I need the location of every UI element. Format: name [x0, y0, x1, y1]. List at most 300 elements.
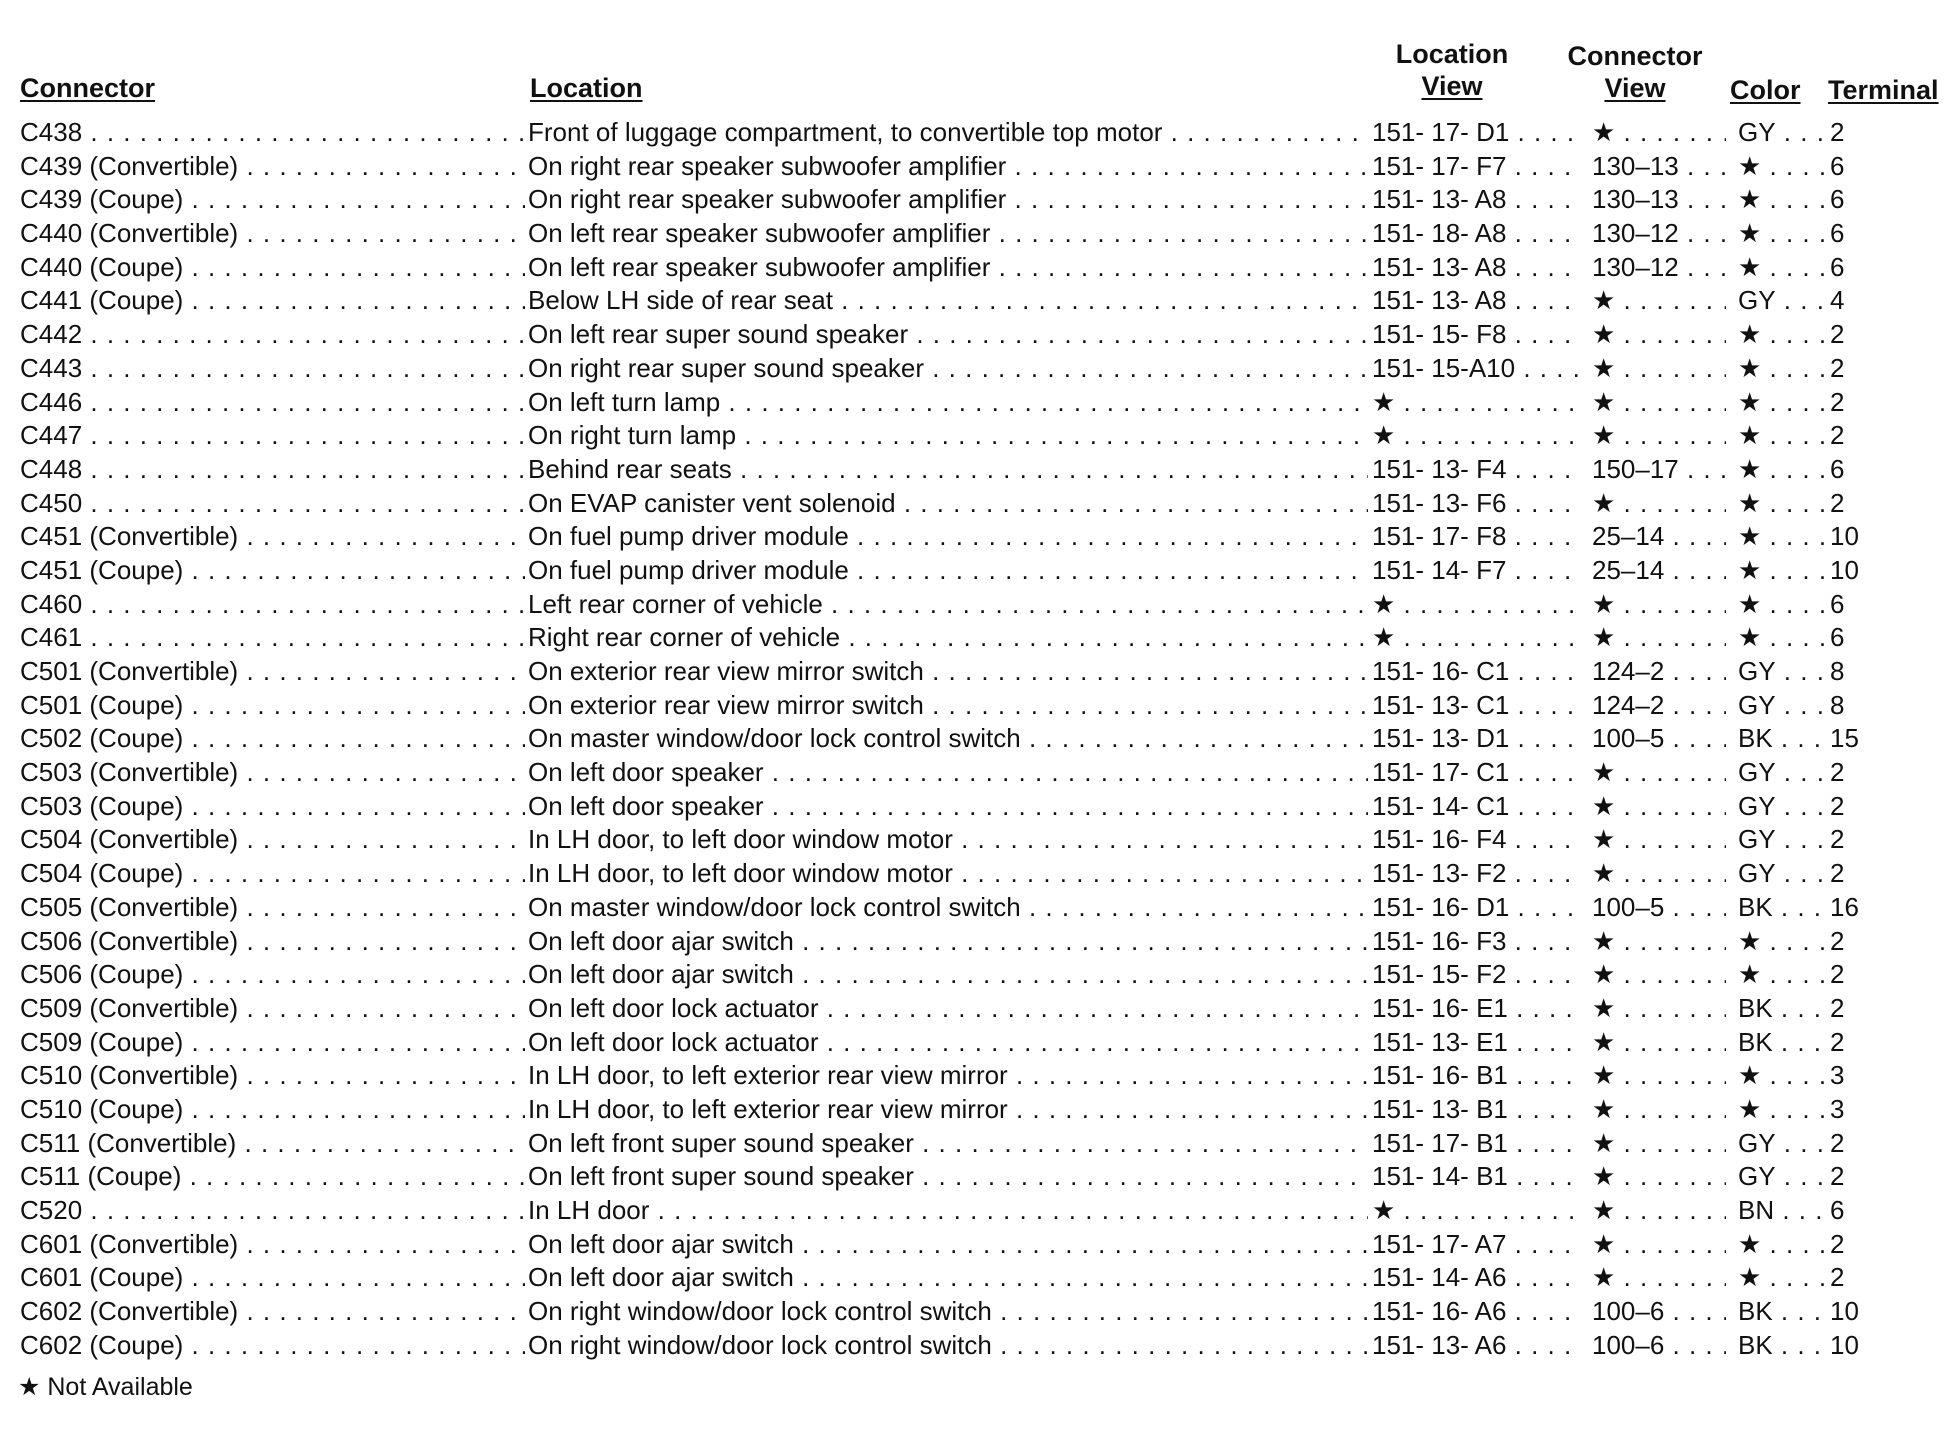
cell-location — [528, 1194, 1368, 1228]
cell-connector-view — [1592, 992, 1726, 1026]
cell-location-view-text: ★ . . . — [1372, 420, 1582, 450]
cell-terminal-text: 2 — [1830, 858, 1845, 889]
cell-terminal-text: 2 — [1830, 1026, 1845, 1057]
cell-connector-view-text: ★ . . . — [1592, 926, 1726, 956]
cell-location-view — [1372, 621, 1582, 655]
cell-location — [528, 554, 1368, 588]
header-connector-view-line1: Connector — [1567, 41, 1703, 71]
cell-connector-text: C446 . . . — [20, 387, 525, 417]
cell-connector-text: C441 (Coupe) . . . — [20, 285, 525, 315]
table-row — [0, 1026, 1958, 1060]
cell-connector-view-text: ★ . . . — [1592, 757, 1726, 787]
cell-connector-text: C503 (Coupe) . . . — [20, 791, 525, 821]
cell-location-view — [1372, 487, 1582, 521]
cell-connector-text: C506 (Coupe) . . . — [20, 959, 525, 989]
cell-location-view — [1372, 284, 1582, 318]
cell-color-text: GY . . . — [1738, 1128, 1830, 1158]
cell-location-view-text: 151- 13- F2 . . . — [1372, 858, 1582, 888]
header-location-view — [1382, 38, 1522, 102]
cell-color-text: GY . . . — [1738, 757, 1830, 787]
header-location-label: Location — [530, 73, 643, 103]
cell-location-view — [1372, 1329, 1582, 1363]
cell-terminal — [1830, 621, 1948, 655]
cell-location-view — [1372, 386, 1582, 420]
cell-connector — [20, 1295, 525, 1329]
cell-terminal — [1830, 823, 1948, 857]
table-row — [0, 756, 1958, 790]
cell-color-text: ★ . . . — [1738, 184, 1830, 214]
cell-location-view — [1372, 925, 1582, 959]
cell-connector-view-text: 124–2 . . . — [1592, 656, 1726, 686]
cell-connector-text: C450 . . . — [20, 488, 525, 518]
header-location-view-line1: Location — [1395, 39, 1509, 69]
cell-location-view-text: 151- 17- B1 . . . — [1372, 1128, 1582, 1158]
cell-location — [528, 318, 1368, 352]
cell-connector — [20, 284, 525, 318]
cell-location-view — [1372, 1026, 1582, 1060]
cell-location-text: On left door lock actuator . . . — [528, 1027, 1368, 1057]
cell-connector-view-text: ★ . . . — [1592, 1229, 1726, 1259]
cell-location-view-text: 151- 14- F7 . . . — [1372, 555, 1582, 585]
table-row — [0, 318, 1958, 352]
cell-connector-view — [1592, 251, 1726, 285]
cell-location-text: On left front super sound speaker . . . — [528, 1128, 1368, 1158]
cell-color — [1738, 453, 1830, 487]
cell-color — [1738, 217, 1830, 251]
cell-location — [528, 520, 1368, 554]
cell-color — [1738, 183, 1830, 217]
cell-color — [1738, 1059, 1830, 1093]
cell-connector-view-text: ★ . . . — [1592, 824, 1726, 854]
cell-color-text: ★ . . . — [1738, 1094, 1830, 1124]
cell-connector-view — [1592, 352, 1726, 386]
cell-location — [528, 1295, 1368, 1329]
cell-terminal — [1830, 318, 1948, 352]
cell-location-text: On left door speaker . . . — [528, 791, 1368, 821]
cell-location-text: On left door ajar switch . . . — [528, 959, 1368, 989]
cell-connector-text: C440 (Convertible) . . . — [20, 218, 525, 248]
table-row — [0, 992, 1958, 1026]
cell-location — [528, 284, 1368, 318]
cell-terminal-text: 2 — [1830, 790, 1845, 821]
cell-location-view — [1372, 756, 1582, 790]
cell-connector-text: C460 . . . — [20, 589, 525, 619]
cell-terminal-text: 4 — [1830, 285, 1845, 316]
cell-color — [1738, 554, 1830, 588]
cell-color — [1738, 116, 1830, 150]
cell-location-text: On left front super sound speaker . . . — [528, 1161, 1368, 1191]
cell-location-view-text: 151- 13- B1 . . . — [1372, 1094, 1582, 1124]
cell-terminal — [1830, 1160, 1948, 1194]
cell-color — [1738, 284, 1830, 318]
cell-location-view — [1372, 1093, 1582, 1127]
table-row — [0, 419, 1958, 453]
cell-location-text: On left door ajar switch . . . — [528, 926, 1368, 956]
table-row — [0, 689, 1958, 723]
cell-location-text: On exterior rear view mirror switch . . . — [528, 656, 1368, 686]
cell-terminal — [1830, 722, 1948, 756]
cell-location — [528, 487, 1368, 521]
cell-terminal — [1830, 251, 1948, 285]
cell-location-text: In LH door, to left exterior rear view mirror . . . — [528, 1094, 1368, 1124]
cell-location-view — [1372, 857, 1582, 891]
cell-color — [1738, 891, 1830, 925]
table-row — [0, 621, 1958, 655]
cell-location-view — [1372, 689, 1582, 723]
cell-color-text: GY . . . — [1738, 690, 1830, 720]
cell-terminal-text: 6 — [1830, 218, 1845, 249]
cell-connector-view — [1592, 857, 1726, 891]
cell-location-view-text: 151- 13- A8 . . . — [1372, 285, 1582, 315]
cell-connector-view-text: 100–6 . . . — [1592, 1330, 1726, 1360]
cell-connector-view — [1592, 925, 1726, 959]
cell-location — [528, 217, 1368, 251]
cell-terminal — [1830, 487, 1948, 521]
cell-connector — [20, 655, 525, 689]
cell-connector-view — [1592, 823, 1726, 857]
cell-location-text: In LH door, to left door window motor . . . — [528, 824, 1368, 854]
cell-terminal — [1830, 756, 1948, 790]
cell-connector-text: C451 (Convertible) . . . — [20, 521, 525, 551]
cell-location-view-text: 151- 13- D1 . . . — [1372, 723, 1582, 753]
table-row — [0, 453, 1958, 487]
cell-connector — [20, 1059, 525, 1093]
cell-terminal-text: 2 — [1830, 824, 1845, 855]
cell-color — [1738, 925, 1830, 959]
cell-terminal-text: 2 — [1830, 386, 1845, 417]
cell-location — [528, 655, 1368, 689]
header-location — [530, 72, 643, 104]
cell-location-view-text: 151- 14- C1 . . . — [1372, 791, 1582, 821]
cell-location — [528, 1329, 1368, 1363]
cell-location-view — [1372, 1160, 1582, 1194]
cell-connector — [20, 453, 525, 487]
cell-connector — [20, 1026, 525, 1060]
header-terminal-label: Terminal — [1828, 75, 1939, 105]
cell-terminal-text: 10 — [1830, 1329, 1859, 1360]
cell-terminal-text: 2 — [1830, 487, 1845, 518]
table-row — [0, 554, 1958, 588]
cell-terminal — [1830, 554, 1948, 588]
cell-color — [1738, 823, 1830, 857]
cell-location — [528, 150, 1368, 184]
cell-color — [1738, 487, 1830, 521]
cell-connector-text: C602 (Convertible) . . . — [20, 1296, 525, 1326]
cell-connector-view-text: ★ . . . — [1592, 622, 1726, 652]
cell-color-text: BK . . . — [1738, 1330, 1830, 1360]
cell-terminal — [1830, 150, 1948, 184]
cell-color — [1738, 621, 1830, 655]
cell-terminal — [1830, 790, 1948, 824]
cell-connector-view-text: ★ . . . — [1592, 1128, 1726, 1158]
cell-location-view-text: 151- 17- C1 . . . — [1372, 757, 1582, 787]
cell-location-view — [1372, 588, 1582, 622]
cell-connector-text: C501 (Coupe) . . . — [20, 690, 525, 720]
cell-connector — [20, 1194, 525, 1228]
cell-location-text: On master window/door lock control switch . . . — [528, 723, 1368, 753]
cell-location-text: On left rear speaker subwoofer amplifier . . . — [528, 218, 1368, 248]
cell-connector-view-text: ★ . . . — [1592, 1094, 1726, 1124]
cell-terminal — [1830, 689, 1948, 723]
cell-terminal — [1830, 419, 1948, 453]
cell-color — [1738, 992, 1830, 1026]
cell-connector-view-text: ★ . . . — [1592, 993, 1726, 1023]
cell-connector-view — [1592, 453, 1726, 487]
cell-connector-view — [1592, 588, 1726, 622]
cell-terminal — [1830, 453, 1948, 487]
cell-terminal-text: 2 — [1830, 420, 1845, 451]
cell-location-view-text: 151- 17- F8 . . . — [1372, 521, 1582, 551]
cell-color — [1738, 1127, 1830, 1161]
cell-connector-text: C443 . . . — [20, 353, 525, 383]
cell-connector-text: C602 (Coupe) . . . — [20, 1330, 525, 1360]
cell-color — [1738, 1228, 1830, 1262]
cell-location-view — [1372, 823, 1582, 857]
cell-location-view-text: 151- 16- C1 . . . — [1372, 656, 1582, 686]
table-row — [0, 183, 1958, 217]
cell-connector-text: C502 (Coupe) . . . — [20, 723, 525, 753]
cell-terminal-text: 8 — [1830, 656, 1845, 686]
cell-location-view-text: 151- 13- A6 . . . — [1372, 1330, 1582, 1360]
cell-connector — [20, 217, 525, 251]
cell-color-text: ★ . . . — [1738, 218, 1830, 248]
cell-location — [528, 386, 1368, 420]
cell-location-view — [1372, 992, 1582, 1026]
cell-location — [528, 1261, 1368, 1295]
cell-location — [528, 621, 1368, 655]
cell-connector — [20, 756, 525, 790]
cell-location — [528, 1127, 1368, 1161]
cell-terminal — [1830, 1059, 1948, 1093]
cell-color — [1738, 1295, 1830, 1329]
cell-color — [1738, 1329, 1830, 1363]
cell-location-view-text: 151- 14- B1 . . . — [1372, 1161, 1582, 1191]
cell-terminal-text: 2 — [1830, 1161, 1845, 1192]
cell-location-text: On exterior rear view mirror switch . . . — [528, 690, 1368, 720]
cell-location-view-text: 151- 18- A8 . . . — [1372, 218, 1582, 248]
cell-connector — [20, 958, 525, 992]
cell-connector-view — [1592, 1093, 1726, 1127]
cell-color-text: ★ . . . — [1738, 589, 1830, 619]
table-row — [0, 1127, 1958, 1161]
cell-color-text: ★ . . . — [1738, 555, 1830, 585]
cell-color-text: GY . . . — [1738, 117, 1830, 147]
cell-connector-view-text: ★ . . . — [1592, 1262, 1726, 1292]
cell-terminal — [1830, 958, 1948, 992]
cell-connector-view-text: 130–13 . . . — [1592, 151, 1726, 181]
cell-connector-view-text: 150–17 . . . — [1592, 454, 1726, 484]
cell-terminal — [1830, 891, 1948, 925]
cell-connector-view — [1592, 318, 1726, 352]
cell-color — [1738, 722, 1830, 756]
cell-connector-view — [1592, 1295, 1726, 1329]
cell-location — [528, 823, 1368, 857]
cell-connector — [20, 386, 525, 420]
cell-location — [528, 588, 1368, 622]
cell-connector-view-text: 130–12 . . . — [1592, 218, 1726, 248]
table-row — [0, 116, 1958, 150]
cell-color — [1738, 352, 1830, 386]
table-row — [0, 520, 1958, 554]
cell-terminal-text: 6 — [1830, 150, 1845, 181]
table-row — [0, 823, 1958, 857]
cell-color — [1738, 1194, 1830, 1228]
cell-location-text: On left rear speaker subwoofer amplifier . . . — [528, 252, 1368, 282]
cell-terminal — [1830, 183, 1948, 217]
cell-connector — [20, 116, 525, 150]
cell-connector — [20, 1261, 525, 1295]
cell-color-text: GY . . . — [1738, 824, 1830, 854]
cell-location-text: In LH door, to left door window motor . . . — [528, 858, 1368, 888]
cell-connector-view — [1592, 689, 1726, 723]
cell-connector-view — [1592, 756, 1726, 790]
cell-connector — [20, 150, 525, 184]
cell-location-view — [1372, 150, 1582, 184]
cell-connector-view — [1592, 1160, 1726, 1194]
cell-location-view-text: 151- 13- F6 . . . — [1372, 488, 1582, 518]
cell-connector — [20, 1228, 525, 1262]
cell-connector-view-text: 130–13 . . . — [1592, 184, 1726, 214]
cell-connector-view — [1592, 621, 1726, 655]
cell-connector-text: C505 (Convertible) . . . — [20, 892, 525, 922]
cell-connector-text: C439 (Coupe) . . . — [20, 184, 525, 214]
cell-connector — [20, 318, 525, 352]
cell-terminal — [1830, 992, 1948, 1026]
cell-connector-text: C601 (Convertible) . . . — [20, 1229, 525, 1259]
cell-location-view-text: 151- 15-A10 . . . — [1372, 353, 1582, 383]
cell-color-text: ★ . . . — [1738, 319, 1830, 349]
table-row — [0, 722, 1958, 756]
cell-location — [528, 722, 1368, 756]
cell-location-view-text: 151- 17- A7 . . . — [1372, 1229, 1582, 1259]
cell-location-view — [1372, 722, 1582, 756]
cell-connector-view — [1592, 655, 1726, 689]
cell-location-view — [1372, 554, 1582, 588]
cell-location-text: On right window/door lock control switch . . . — [528, 1330, 1368, 1360]
cell-color-text: GY . . . — [1738, 656, 1830, 686]
cell-connector — [20, 251, 525, 285]
cell-color-text: BN . . . — [1738, 1195, 1830, 1225]
cell-terminal — [1830, 1127, 1948, 1161]
cell-connector-text: C447 . . . — [20, 420, 525, 450]
cell-location-text: On EVAP canister vent solenoid . . . — [528, 488, 1368, 518]
cell-connector — [20, 722, 525, 756]
cell-terminal-text: 2 — [1830, 1127, 1845, 1158]
cell-location-view-text: 151- 13- E1 . . . — [1372, 1027, 1582, 1057]
cell-connector — [20, 554, 525, 588]
cell-connector-view-text: ★ . . . — [1592, 1060, 1726, 1090]
cell-connector-text: C442 . . . — [20, 319, 525, 349]
cell-connector-view-text: ★ . . . — [1592, 488, 1726, 518]
cell-connector-text: C451 (Coupe) . . . — [20, 555, 525, 585]
cell-connector-view — [1592, 722, 1726, 756]
cell-terminal — [1830, 1329, 1948, 1363]
cell-location — [528, 1228, 1368, 1262]
cell-terminal-text: 2 — [1830, 1228, 1845, 1259]
cell-location — [528, 1026, 1368, 1060]
cell-location-text: On right turn lamp . . . — [528, 420, 1368, 450]
table-row — [0, 1093, 1958, 1127]
cell-location-text: On fuel pump driver module . . . — [528, 555, 1368, 585]
cell-color — [1738, 1093, 1830, 1127]
cell-connector — [20, 823, 525, 857]
cell-color-text: BK . . . — [1738, 993, 1830, 1023]
table-row — [0, 487, 1958, 521]
table-row — [0, 857, 1958, 891]
cell-connector — [20, 520, 525, 554]
cell-color-text: ★ . . . — [1738, 387, 1830, 417]
header-location-view-line2: View — [1421, 71, 1483, 101]
cell-location-view — [1372, 453, 1582, 487]
header-connector-view — [1560, 40, 1710, 104]
cell-connector-view-text: ★ . . . — [1592, 117, 1726, 147]
cell-connector-view — [1592, 487, 1726, 521]
cell-location — [528, 419, 1368, 453]
header-color-label: Color — [1730, 75, 1801, 105]
cell-terminal — [1830, 116, 1948, 150]
cell-connector-text: C439 (Convertible) . . . — [20, 151, 525, 181]
cell-color-text: ★ . . . — [1738, 151, 1830, 181]
cell-connector-text: C509 (Coupe) . . . — [20, 1027, 525, 1057]
cell-location-text: Below LH side of rear seat . . . — [528, 285, 1368, 315]
cell-connector-view-text: ★ . . . — [1592, 1161, 1726, 1191]
cell-location-view — [1372, 1295, 1582, 1329]
table-row — [0, 1059, 1958, 1093]
cell-terminal — [1830, 520, 1948, 554]
header-connector — [20, 72, 155, 104]
cell-location — [528, 183, 1368, 217]
cell-location — [528, 352, 1368, 386]
table-row — [0, 1329, 1958, 1363]
cell-connector-view — [1592, 284, 1726, 318]
cell-connector — [20, 487, 525, 521]
cell-location-view-text: ★ . . . — [1372, 589, 1582, 619]
cell-color — [1738, 756, 1830, 790]
cell-connector-text: C461 . . . — [20, 622, 525, 652]
cell-color-text: GY . . . — [1738, 858, 1830, 888]
cell-location — [528, 958, 1368, 992]
table-row — [0, 588, 1958, 622]
cell-terminal — [1830, 352, 1948, 386]
cell-location-view — [1372, 520, 1582, 554]
cell-connector-text: C601 (Coupe) . . . — [20, 1262, 525, 1292]
cell-connector-text: C504 (Convertible) . . . — [20, 824, 525, 854]
cell-color-text: ★ . . . — [1738, 926, 1830, 956]
cell-color-text: BK . . . — [1738, 1027, 1830, 1057]
table-row — [0, 386, 1958, 420]
cell-connector-view — [1592, 958, 1726, 992]
cell-location-view-text: ★ . . . — [1372, 387, 1582, 417]
cell-connector-view — [1592, 1261, 1726, 1295]
cell-connector — [20, 183, 525, 217]
cell-location-view-text: 151- 17- D1 . . . — [1372, 117, 1582, 147]
cell-location-view — [1372, 251, 1582, 285]
cell-location-text: Left rear corner of vehicle . . . — [528, 589, 1368, 619]
cell-location-view-text: ★ . . . — [1372, 1195, 1582, 1225]
cell-color-text: ★ . . . — [1738, 521, 1830, 551]
cell-terminal — [1830, 655, 1948, 689]
cell-connector-view-text: ★ . . . — [1592, 319, 1726, 349]
cell-terminal-text: 10 — [1830, 521, 1859, 552]
cell-location — [528, 891, 1368, 925]
cell-location-view — [1372, 1261, 1582, 1295]
cell-location — [528, 857, 1368, 891]
cell-connector-view-text: 25–14 . . . — [1592, 555, 1726, 585]
cell-connector — [20, 1093, 525, 1127]
cell-location — [528, 925, 1368, 959]
table-row — [0, 1228, 1958, 1262]
cell-color-text: GY . . . — [1738, 285, 1830, 315]
